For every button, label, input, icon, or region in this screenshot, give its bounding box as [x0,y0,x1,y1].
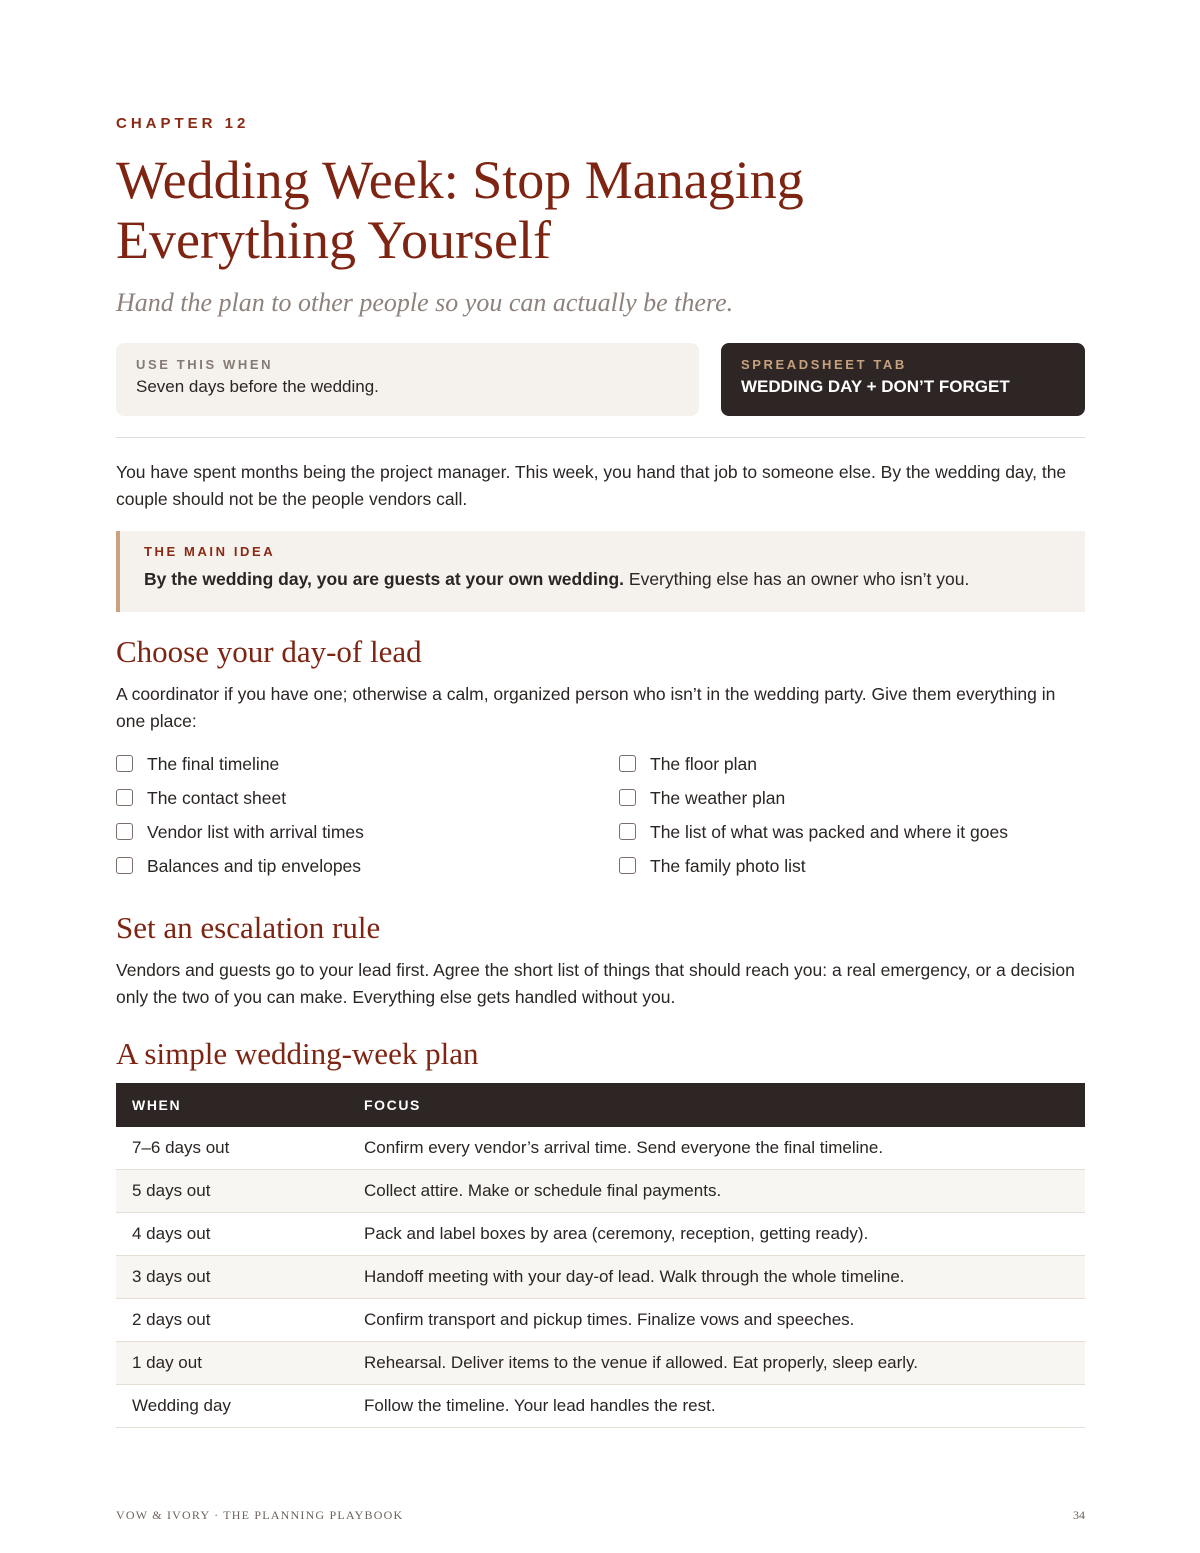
table-header-row [116,1083,1085,1127]
table-row [116,1299,1085,1342]
checklist-item-label: Vendor list with arrival times [147,822,364,842]
use-when-value: Seven days before the wedding. [136,377,379,396]
column-header-when: WHEN [116,1083,348,1127]
table-row [116,1256,1085,1299]
checklist-item-label: Balances and tip envelopes [147,856,362,876]
wedding-week-table [116,1083,1085,1428]
cell-when: 3 days out [116,1256,348,1299]
page-number: 34 [1073,1508,1085,1522]
checklist-item-label: The final timeline [147,754,280,774]
main-idea-bold: By the wedding day, you are guests at your own wedding. [144,569,625,589]
cell-focus: Handoff meeting with your day-of lead. Walk through the whole timeline. [348,1256,1085,1299]
page-title: Wedding Week: Stop Managing Everything Yourself [116,150,804,270]
cell-focus: Confirm transport and pickup times. Finalize vows and speeches. [348,1299,1085,1342]
checkbox[interactable] [619,857,636,874]
cell-focus: Follow the timeline. Your lead handles the rest. [348,1385,1085,1428]
cell-when: 1 day out [116,1342,348,1385]
heading-wedding-week-plan: A simple wedding-week plan [116,1036,479,1071]
escalation-paragraph: Vendors and guests go to your lead first. Agree the short list of things that should reach you: a real emergency, or a decision only the two of you can make. Everything else gets handled without you. [116,960,1075,1007]
cell-focus: Collect attire. Make or schedule final payments. [348,1170,1085,1213]
checkbox[interactable] [116,857,133,874]
checklist-item-label: The family photo list [650,856,806,876]
column-header-focus: FOCUS [348,1083,1085,1127]
table-row [116,1342,1085,1385]
footer-publication: VOW & IVORY · THE PLANNING PLAYBOOK [116,1508,404,1522]
checkbox[interactable] [116,789,133,806]
day-of-lead-paragraph: A coordinator if you have one; otherwise a calm, organized person who isn’t in the wedding party. Give them everything in one place: [116,684,1056,731]
checkbox[interactable] [116,755,133,772]
table-row [116,1127,1085,1170]
spreadsheet-tab-value: WEDDING DAY + DON’T FORGET [741,377,1010,396]
main-idea-text [144,569,1061,590]
use-when-label: USE THIS WHEN [136,357,274,372]
main-idea-rest: Everything else has an owner who isn’t you. [624,569,970,589]
cell-focus: Rehearsal. Deliver items to the venue if allowed. Eat properly, sleep early. [348,1342,1085,1385]
intro-paragraph: You have spent months being the project manager. This week, you hand that job to someone else. By the wedding day, the couple should not be the people vendors call. [116,462,1067,509]
cell-when: 7–6 days out [116,1127,348,1170]
checklist-item-label: The weather plan [650,788,786,808]
checklist-item-label: The contact sheet [147,788,287,808]
main-idea-label: THE MAIN IDEA [144,544,276,559]
cell-when: 4 days out [116,1213,348,1256]
spreadsheet-tab-label: SPREADSHEET TAB [741,357,907,372]
heading-day-of-lead: Choose your day-of lead [116,634,422,669]
checklist-item-label: The floor plan [650,754,758,774]
table-row [116,1170,1085,1213]
cell-focus: Pack and label boxes by area (ceremony, reception, getting ready). [348,1213,1085,1256]
checkbox[interactable] [116,823,133,840]
cell-when: 5 days out [116,1170,348,1213]
table-row [116,1213,1085,1256]
checkbox[interactable] [619,789,636,806]
cell-focus: Confirm every vendor’s arrival time. Send everyone the final timeline. [348,1127,1085,1170]
spreadsheet-tab-card [721,343,1085,416]
cell-when: 2 days out [116,1299,348,1342]
checklist-item-label: The list of what was packed and where it goes [650,822,1008,842]
table-row [116,1385,1085,1428]
heading-escalation-rule: Set an escalation rule [116,910,381,945]
chapter-label: CHAPTER 12 [116,115,250,132]
page-subtitle: Hand the plan to other people so you can actually be there. [116,288,734,317]
checkbox[interactable] [619,755,636,772]
checkbox[interactable] [619,823,636,840]
use-when-card [116,343,699,416]
divider [116,437,1085,438]
main-idea-callout [116,531,1085,612]
cell-when: Wedding day [116,1385,348,1428]
